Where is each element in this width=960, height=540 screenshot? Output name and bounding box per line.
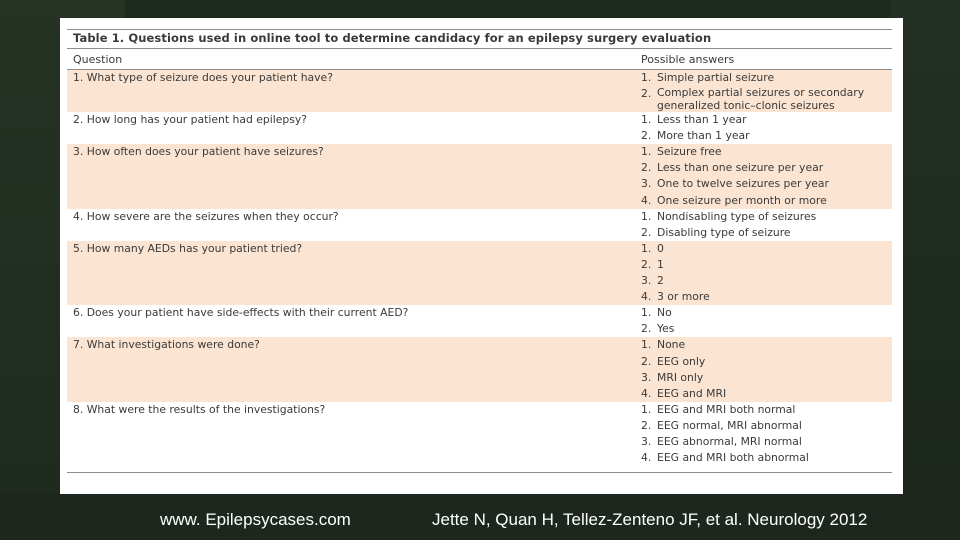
- answer-item: [641, 241, 892, 257]
- table-body: [67, 70, 892, 466]
- table-row: [67, 209, 892, 241]
- answer-text: More than 1 year: [657, 129, 750, 143]
- answer-item: [641, 112, 892, 128]
- answer-number: 2.: [641, 418, 652, 432]
- answer-text: Seizure free: [657, 145, 722, 159]
- answer-item: [641, 418, 892, 434]
- answer-text: None: [657, 338, 686, 352]
- answer-item: [641, 257, 892, 273]
- table-row: [67, 241, 892, 305]
- table-row: [67, 112, 892, 144]
- answer-text: EEG and MRI: [657, 386, 727, 400]
- question-cell: 2. How long has your patient had epilepsy?: [73, 113, 308, 127]
- answer-number: 2.: [641, 87, 652, 101]
- answer-number: 2.: [641, 257, 652, 271]
- question-cell: 6. Does your patient have side-effects with their current AED?: [73, 306, 409, 320]
- answer-item: [641, 450, 892, 466]
- answer-text: EEG normal, MRI abnormal: [657, 418, 802, 432]
- question-cell: 3. How often does your patient have seizures?: [73, 145, 324, 159]
- answer-item: [641, 354, 892, 370]
- answer-item: [641, 70, 892, 86]
- answer-number: 3.: [641, 370, 652, 384]
- answer-text: Less than 1 year: [657, 113, 747, 127]
- answer-number: 1.: [641, 145, 652, 159]
- column-header-answers: Possible answers: [641, 52, 735, 66]
- question-cell: 7. What investigations were done?: [73, 338, 260, 352]
- answers-cell: [641, 209, 892, 241]
- question-cell: 4. How severe are the seizures when they occur?: [73, 209, 339, 223]
- answers-cell: [641, 337, 892, 401]
- answers-cell: [641, 305, 892, 337]
- answer-text: Nondisabling type of seizures: [657, 209, 817, 223]
- answer-item: [641, 434, 892, 450]
- answer-text: EEG and MRI both normal: [657, 402, 796, 416]
- column-header-question: Question: [73, 52, 123, 66]
- answer-number: 4.: [641, 290, 652, 304]
- answer-item: [641, 86, 892, 112]
- answer-text: 1: [657, 257, 664, 271]
- answer-text: EEG only: [657, 354, 706, 368]
- answer-number: 2.: [641, 129, 652, 143]
- answers-cell: [641, 241, 892, 305]
- answer-item: [641, 160, 892, 176]
- table-bottom-rule: [67, 472, 892, 474]
- answer-item: [641, 321, 892, 337]
- questions-table: [67, 29, 892, 474]
- answer-text: Yes: [657, 322, 675, 336]
- question-cell: 1. What type of seizure does your patient have?: [73, 71, 333, 84]
- answer-text: Disabling type of seizure: [657, 225, 791, 239]
- answer-item: [641, 128, 892, 144]
- answer-text: 3 or more: [657, 290, 710, 304]
- table-row: [67, 144, 892, 208]
- answer-number: 1.: [641, 113, 652, 127]
- answer-item: [641, 370, 892, 386]
- answer-item: [641, 337, 892, 353]
- answer-item: [641, 176, 892, 192]
- table-header: [67, 49, 892, 70]
- answers-cell: [641, 70, 892, 112]
- table-row: [67, 402, 892, 466]
- answer-item: [641, 402, 892, 418]
- answer-number: 4.: [641, 193, 652, 207]
- answer-number: 4.: [641, 386, 652, 400]
- answer-number: 3.: [641, 177, 652, 191]
- answer-item: [641, 144, 892, 160]
- answer-number: 1.: [641, 402, 652, 416]
- question-cell: 5. How many AEDs has your patient tried?: [73, 241, 303, 255]
- answer-number: 1.: [641, 71, 652, 84]
- answer-item: [641, 225, 892, 241]
- answer-number: 1.: [641, 241, 652, 255]
- citation-label: Jette N, Quan H, Tellez-Zenteno JF, et al. Neurology 2012: [432, 510, 868, 529]
- answer-text: EEG abnormal, MRI normal: [657, 434, 802, 448]
- answer-text: Complex partial seizures or secondary generalized tonic–clonic seizures: [657, 86, 865, 113]
- answer-text: No: [657, 306, 672, 320]
- answer-text: One to twelve seizures per year: [657, 177, 829, 191]
- answer-text: 2: [657, 274, 664, 288]
- table-title: Table 1. Questions used in online tool to determine candidacy for an epilepsy surgery evaluation: [67, 29, 892, 49]
- answer-item: [641, 305, 892, 321]
- website-label: www. Epilepsycases.com: [160, 510, 351, 529]
- answer-item: [641, 193, 892, 209]
- answer-text: One seizure per month or more: [657, 193, 827, 207]
- answer-text: MRI only: [657, 370, 704, 384]
- answer-number: 1.: [641, 209, 652, 223]
- answer-number: 2.: [641, 225, 652, 239]
- answer-number: 1.: [641, 338, 652, 352]
- answer-item: [641, 209, 892, 225]
- document-image: [60, 18, 903, 494]
- answer-number: 4.: [641, 451, 652, 465]
- answer-number: 2.: [641, 354, 652, 368]
- answer-text: Less than one seizure per year: [657, 161, 824, 175]
- answer-item: [641, 273, 892, 289]
- answer-text: 0: [657, 241, 664, 255]
- answer-text: EEG and MRI both abnormal: [657, 451, 809, 465]
- table-row: [67, 305, 892, 337]
- answer-item: [641, 386, 892, 402]
- answer-number: 1.: [641, 306, 652, 320]
- answers-cell: [641, 112, 892, 144]
- answer-number: 3.: [641, 274, 652, 288]
- answer-item: [641, 289, 892, 305]
- answers-cell: [641, 144, 892, 208]
- table-row: [67, 337, 892, 401]
- table-row: [67, 70, 892, 112]
- answer-number: 2.: [641, 322, 652, 336]
- answer-text: Simple partial seizure: [657, 71, 775, 84]
- answers-cell: [641, 402, 892, 466]
- question-cell: 8. What were the results of the investigations?: [73, 402, 326, 416]
- answer-number: 2.: [641, 161, 652, 175]
- answer-number: 3.: [641, 434, 652, 448]
